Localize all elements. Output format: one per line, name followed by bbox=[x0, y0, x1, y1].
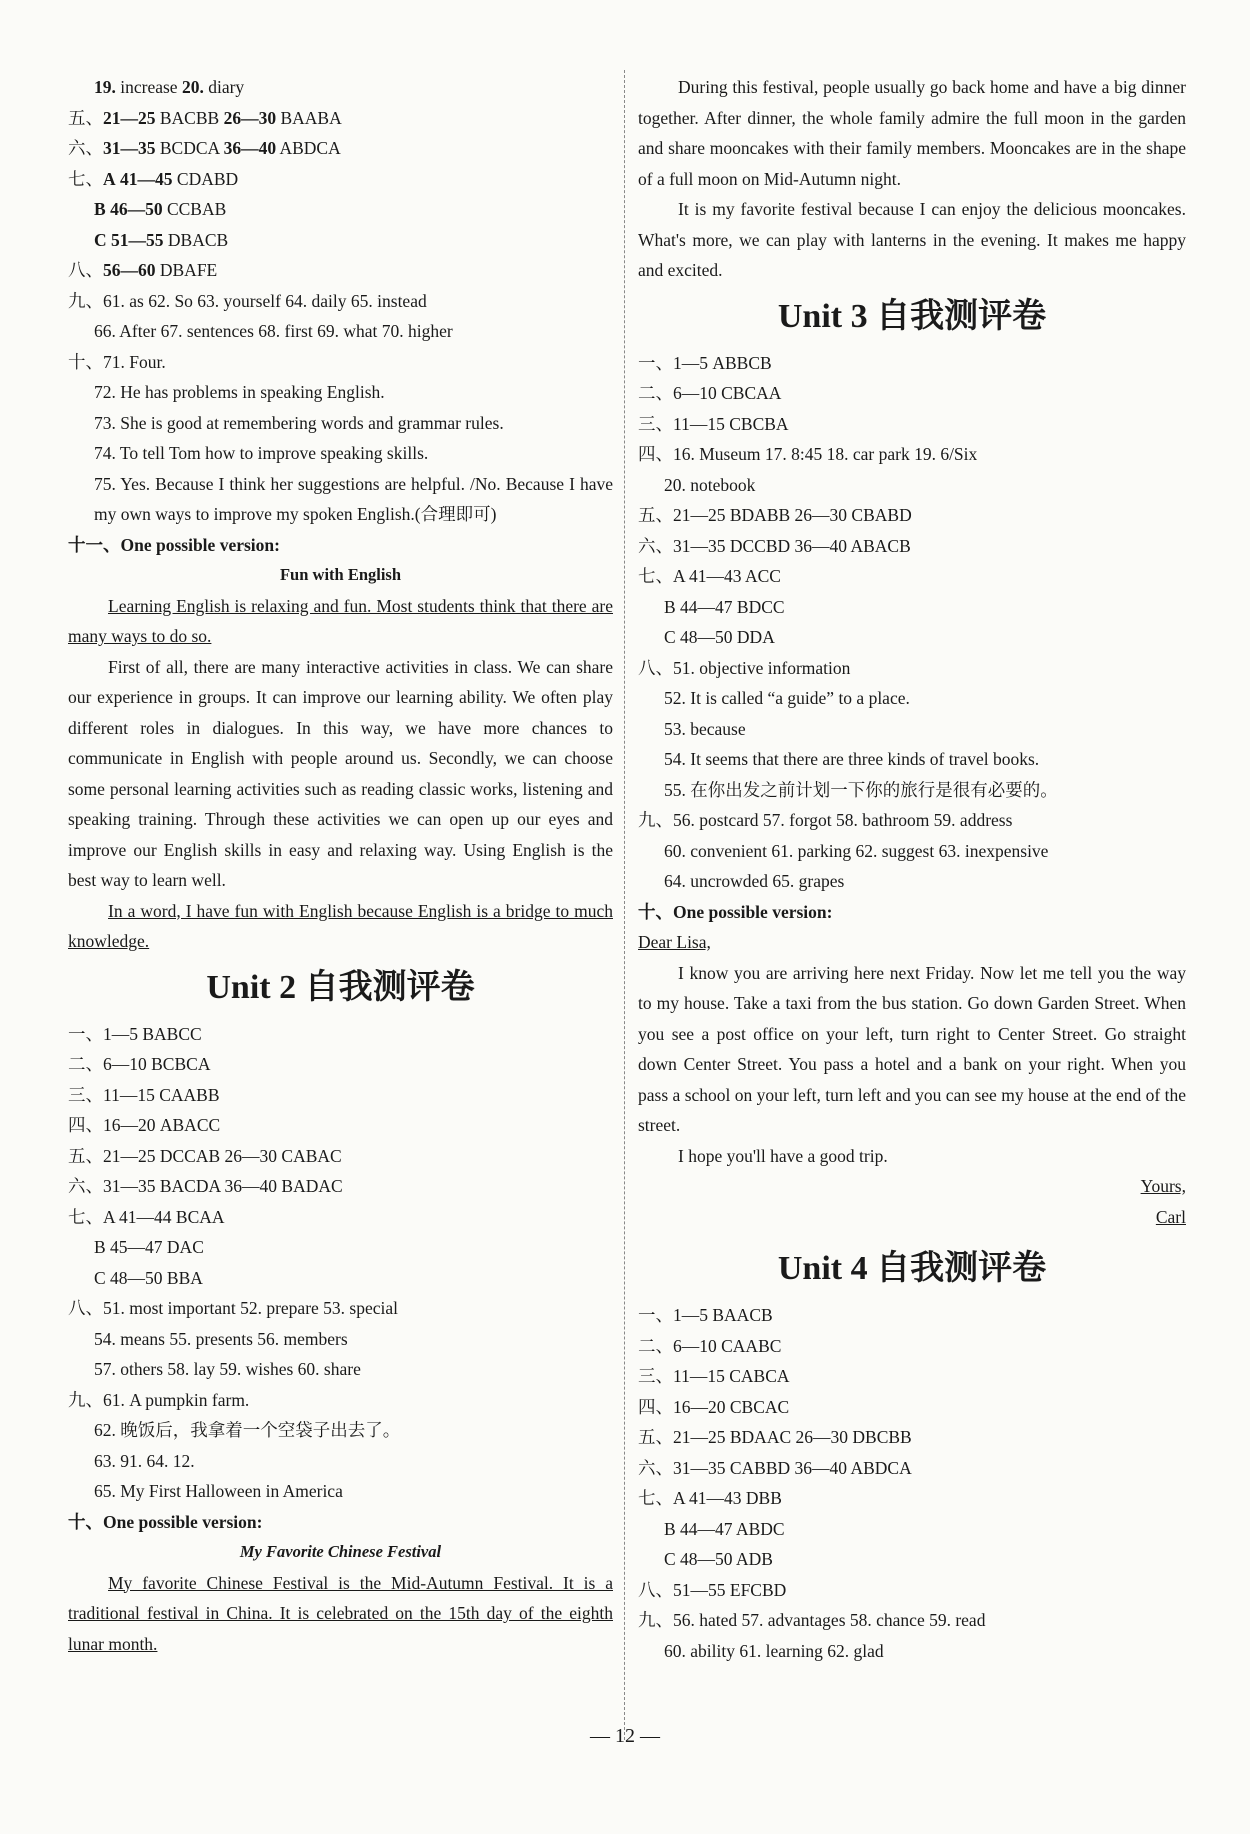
answer-line: 52. It is called “a guide” to a place. bbox=[664, 688, 910, 708]
answer-line: 七、A 41—44 BCAA bbox=[68, 1206, 225, 1227]
column-divider bbox=[624, 70, 625, 1740]
unit-2-heading: Unit 2 自我测评卷 bbox=[206, 968, 475, 1006]
answer-line: 五、21—25 DCCAB 26—30 CABAC bbox=[68, 1145, 342, 1166]
answer-line: 七、A 41—45 CDABD bbox=[68, 168, 239, 189]
answer-line: 十、71. Four. bbox=[68, 351, 166, 372]
answer-line: 九、56. postcard 57. forgot 58. bathroom 59. address bbox=[638, 810, 1013, 830]
essay-paragraph: Learning English is relaxing and fun. Most students think that there are many ways to do so. bbox=[68, 595, 613, 646]
letter-sign-off bbox=[638, 1171, 1186, 1202]
answer-line: 六、31—35 BCDCA 36—40 ABDCA bbox=[68, 138, 341, 158]
answer-line: 60. ability 61. learning 62. glad bbox=[664, 1640, 884, 1661]
answer-line: 73. She is good at remembering words and grammar rules. bbox=[94, 412, 504, 433]
essay-title: Fun with English bbox=[279, 565, 402, 584]
left-column bbox=[68, 72, 613, 1659]
unit-4-heading: Unit 4 自我测评卷 bbox=[777, 1250, 1047, 1287]
answer-line: 九、56. hated 57. advantages 58. chance 59. read bbox=[638, 1610, 986, 1630]
answer-line: 八、51. objective information bbox=[638, 657, 851, 678]
answer-line: 一、1—5 ABBCB bbox=[638, 352, 772, 373]
answer-line: 53. because bbox=[664, 718, 746, 739]
essay-title: My Favorite Chinese Festival bbox=[239, 1542, 442, 1561]
signature-name: Carl bbox=[1155, 1206, 1186, 1227]
answer-line: 六、31—35 CABBD 36—40 ABDCA bbox=[638, 1457, 912, 1478]
right-column bbox=[638, 72, 1186, 1666]
answer-line: 一、1—5 BABCC bbox=[68, 1023, 202, 1044]
letter-closing: I hope you'll have a good trip. bbox=[678, 1145, 888, 1166]
answer-line: 64. uncrowded 65. grapes bbox=[664, 871, 845, 891]
answer-line: 五、21—25 BDAAC 26—30 DBCBB bbox=[638, 1427, 912, 1447]
answer-line: 四、16—20 ABACC bbox=[68, 1115, 221, 1135]
answer-line: 65. My First Halloween in America bbox=[94, 1481, 343, 1501]
answer-line: C 48—50 ADB bbox=[664, 1549, 773, 1569]
answer-line: 62. 晚饭后，我拿着一个空袋子出去了。 bbox=[94, 1420, 401, 1440]
answer-line: 四、16—20 CBCAC bbox=[638, 1396, 790, 1417]
answer-line: 60. convenient 61. parking 62. suggest 63. inexpensive bbox=[664, 840, 1049, 861]
answer-line: 九、61. A pumpkin farm. bbox=[68, 1389, 250, 1410]
answer-line: 八、56—60 DBAFE bbox=[68, 260, 218, 280]
essay-paragraph: It is my favorite festival because I can enjoy the delicious mooncakes. What's more, we can play with lanterns in the evening. It makes me happy and excited. bbox=[638, 199, 1186, 280]
unit-3-heading: Unit 3 自我测评卷 bbox=[777, 297, 1047, 335]
essay-paragraph: My favorite Chinese Festival is the Mid-Autumn Festival. It is a traditional festival in China. It is celebrated on the 15th day of the eighth lunar month. bbox=[68, 1572, 613, 1654]
essay-paragraph: First of all, there are many interactive activities in class. We can share our experience in groups. It can improve our learning ability. We often play different roles in dialogues. In this way, we have more chances to communicate in English with people around us. Secondly, we can choose some personal learning activities such as reading classic works, listening and speaking training. Through these activities we can open up our eyes and improve our English skills in easy and relaxing way. Using English is the best way to learn well. bbox=[68, 656, 613, 890]
letter-greeting-text: Dear Lisa, bbox=[638, 932, 711, 952]
letter-body: I know you are arriving here next Friday. Now let me tell you the way to my house. Take a taxi from the bus station. Go down Garden Street. When you see a post office on your left, turn right to Center Street. Go straight down Center Street. You pass a hotel and a bank on your right. When you pass a school on your left, turn left and you can see my house at the end of the street. bbox=[638, 962, 1186, 1135]
section-label: 十、One possible version: bbox=[638, 901, 833, 922]
letter-signature bbox=[638, 1202, 1186, 1233]
answer-line: 二、6—10 CBCAA bbox=[638, 383, 782, 403]
answer-line: 四、16. Museum 17. 8:45 18. car park 19. 6/Six bbox=[638, 444, 978, 464]
answer-line: 七、A 41—43 DBB bbox=[638, 1488, 782, 1508]
essay-paragraph: During this festival, people usually go back home and have a big dinner together. After dinner, the whole family admire the full moon in the garden and share mooncakes with their family members. Mooncakes are in the shape of a full moon on Mid-Autumn night. bbox=[638, 77, 1186, 189]
letter-greeting bbox=[638, 927, 1186, 958]
answer-line: B 44—47 ABDC bbox=[664, 1518, 785, 1539]
answer-line: 54. It seems that there are three kinds of travel books. bbox=[664, 749, 1040, 769]
answer-line: 二、6—10 CAABC bbox=[638, 1335, 782, 1356]
answer-line: 20. notebook bbox=[664, 474, 756, 495]
answer-line: 三、11—15 CAABB bbox=[68, 1084, 220, 1105]
answer-line: 55. 在你出发之前计划一下你的旅行是很有必要的。 bbox=[664, 779, 1058, 800]
answer-line: 三、11—15 CABCA bbox=[638, 1366, 790, 1386]
answer-line: B 45—47 DAC bbox=[94, 1237, 204, 1257]
answer-line: C 48—50 BBA bbox=[94, 1267, 203, 1288]
page-number: — 12 — bbox=[590, 1725, 660, 1747]
answer-line: 63. 91. 64. 12. bbox=[94, 1450, 195, 1471]
answer-line: 66. After 67. sentences 68. first 69. what 70. higher bbox=[94, 321, 453, 341]
essay-paragraph: In a word, I have fun with English because English is a bridge to much knowledge. bbox=[68, 900, 613, 951]
answer-line: 五、21—25 BDABB 26—30 CBABD bbox=[638, 505, 912, 525]
answer-line: 一、1—5 BAACB bbox=[638, 1305, 773, 1325]
answer-line: 九、61. as 62. So 63. yourself 64. daily 65. instead bbox=[68, 290, 427, 311]
answer-line: 54. means 55. presents 56. members bbox=[94, 1328, 348, 1349]
answer-line: 七、A 41—43 ACC bbox=[638, 566, 781, 586]
answer-line: 八、51. most important 52. prepare 53. special bbox=[68, 1298, 398, 1318]
answer-line: 72. He has problems in speaking English. bbox=[94, 382, 385, 402]
answer-line: C 51—55 DBACB bbox=[94, 229, 229, 250]
section-label: 十一、One possible version: bbox=[68, 534, 280, 555]
answer-line: 57. others 58. lay 59. wishes 60. share bbox=[94, 1359, 361, 1379]
answer-line: 六、31—35 DCCBD 36—40 ABACB bbox=[638, 535, 911, 556]
answer-75: 75. Yes. Because I think her suggestions are helpful. /No. Because I have my own ways to improve my spoken English.(合理即可) bbox=[94, 473, 613, 524]
answer-line: B 46—50 CCBAB bbox=[94, 199, 227, 219]
answer-line: 五、21—25 BACBB 26—30 BAABA bbox=[68, 107, 342, 128]
answer-line: 八、51—55 EFCBD bbox=[638, 1579, 787, 1600]
answer-line: 六、31—35 BACDA 36—40 BADAC bbox=[68, 1176, 343, 1196]
section-label: 十、One possible version: bbox=[68, 1511, 263, 1532]
sign-off-yours: Yours, bbox=[1140, 1176, 1186, 1196]
answer-line: B 44—47 BDCC bbox=[664, 596, 785, 617]
answer-line: 19. increase 20. diary bbox=[94, 77, 245, 97]
answer-line: 三、11—15 CBCBA bbox=[638, 413, 789, 434]
answer-line: 74. To tell Tom how to improve speaking skills. bbox=[94, 443, 429, 463]
answer-line: C 48—50 DDA bbox=[664, 627, 775, 647]
answer-line: 二、6—10 BCBCA bbox=[68, 1054, 211, 1074]
